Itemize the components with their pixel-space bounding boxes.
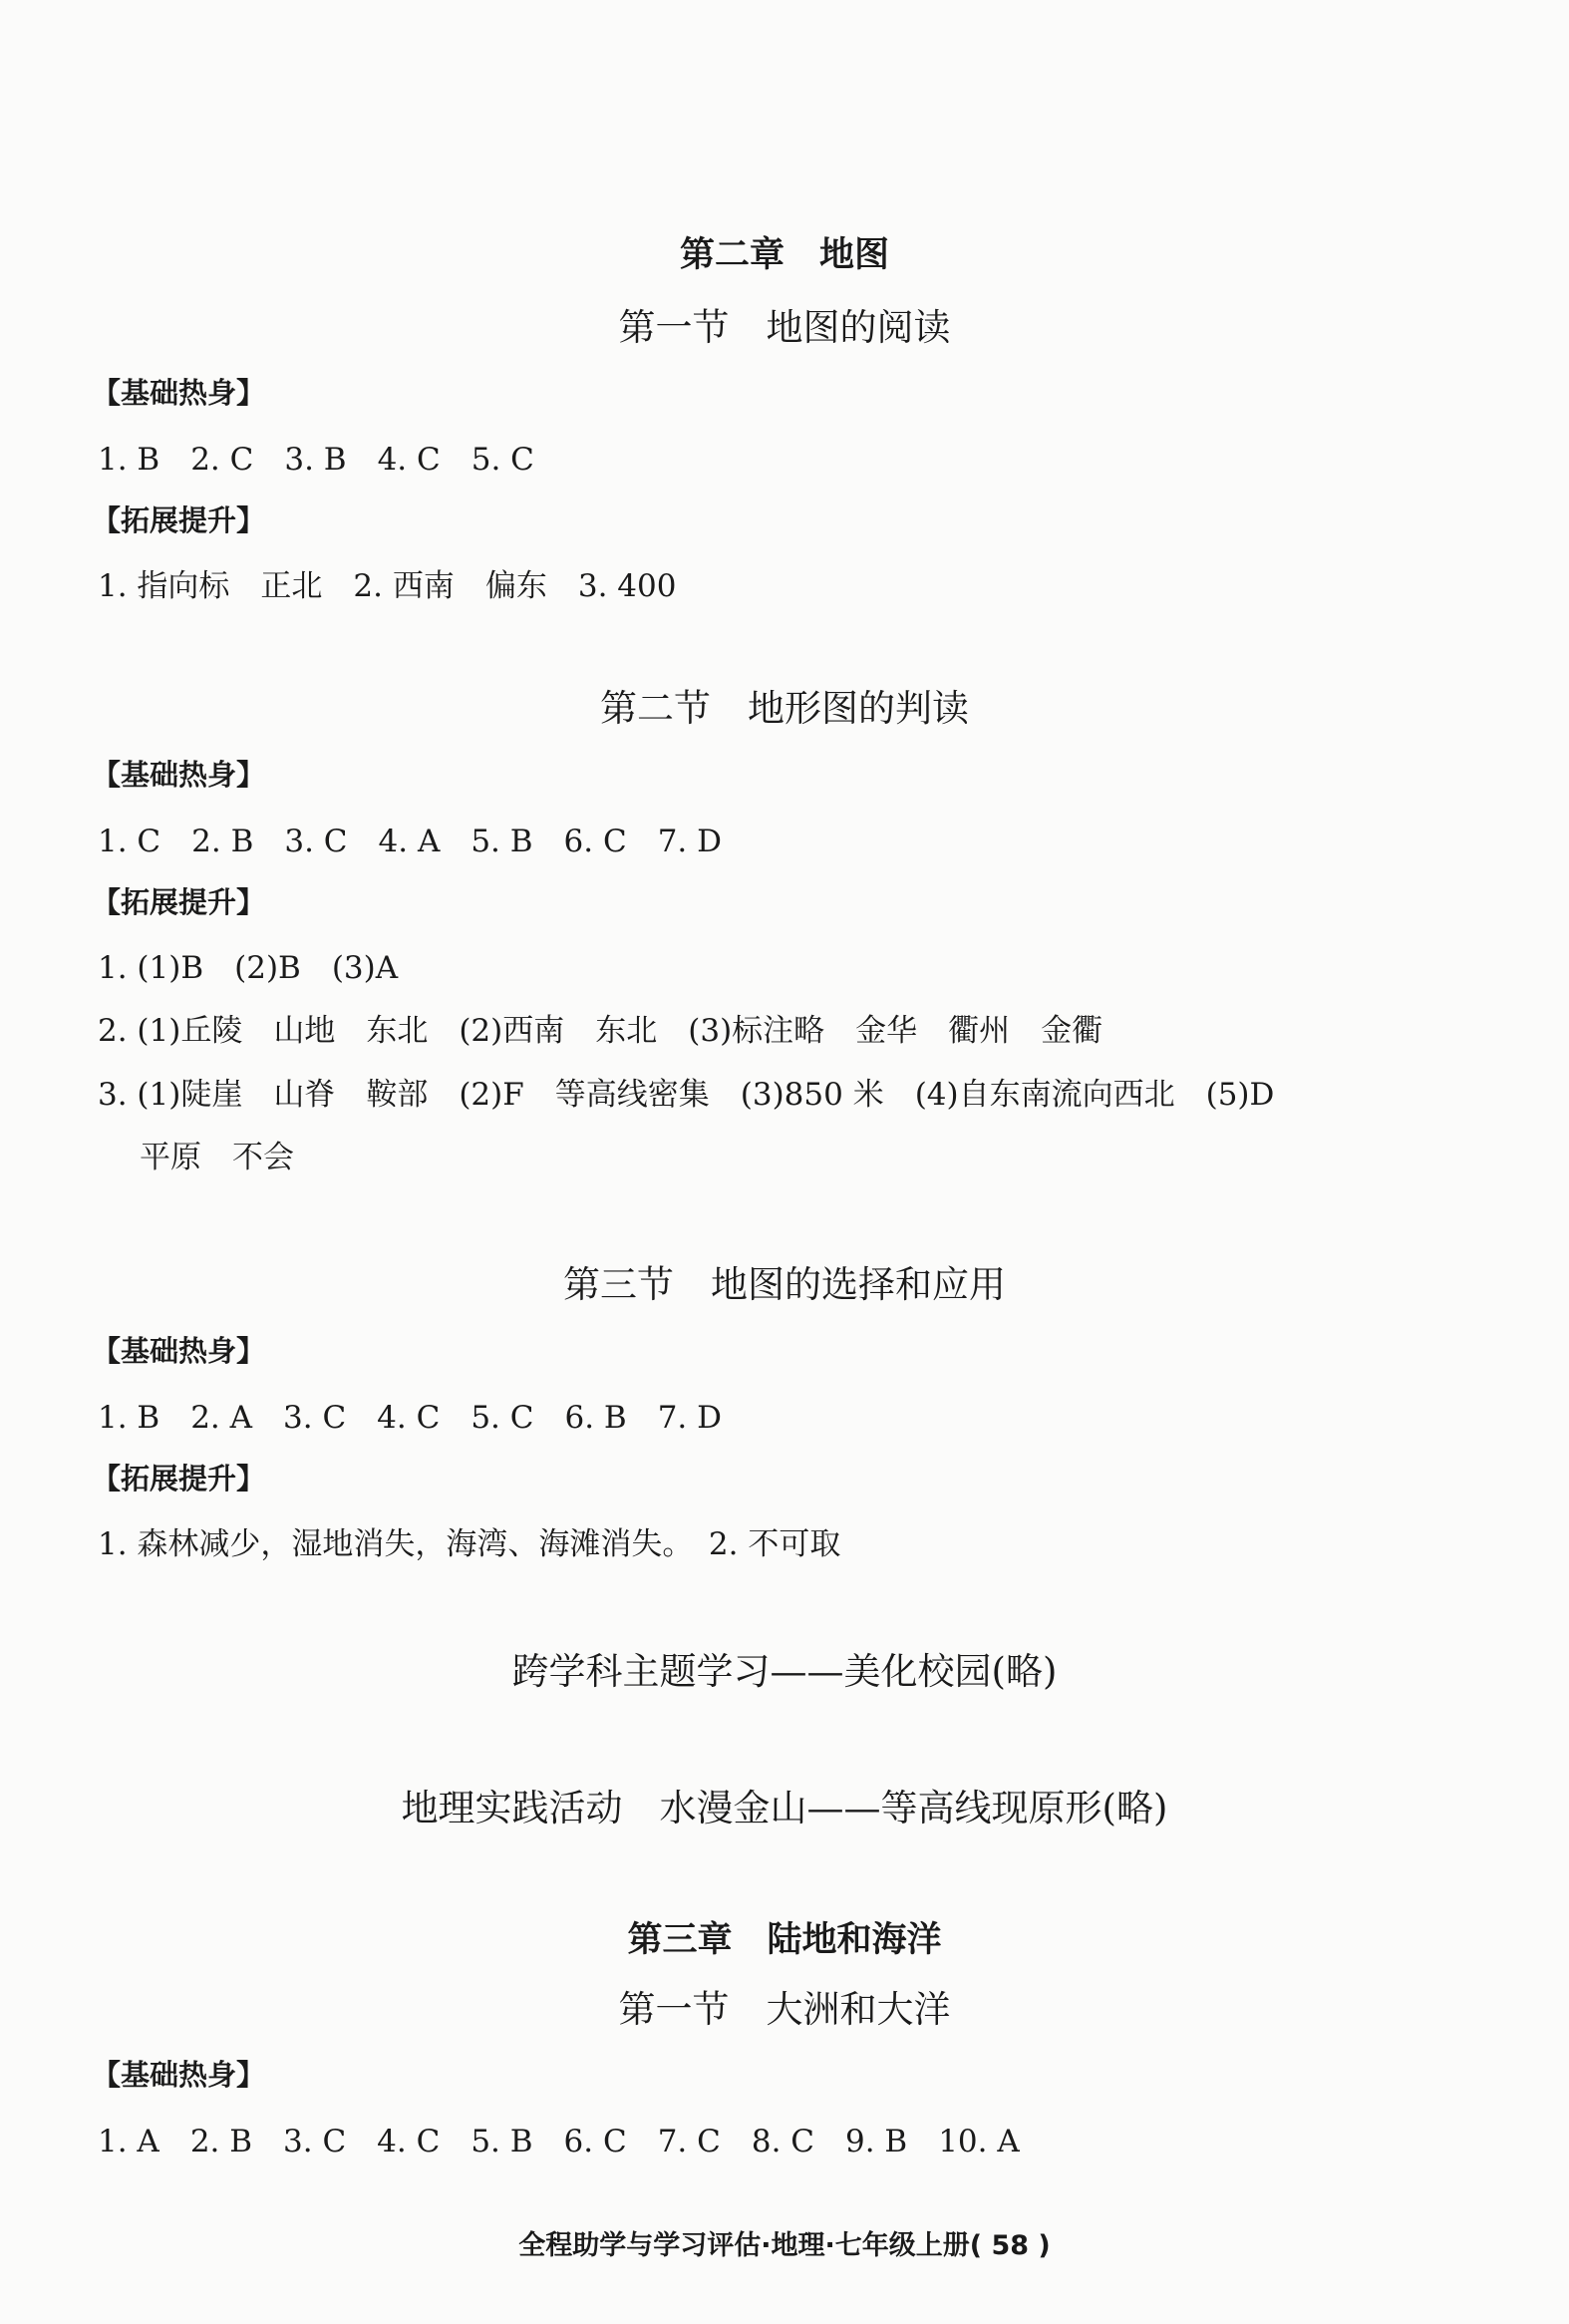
- section-2-3-ext-answers: 1. 森林减少，湿地消失，海湾、海滩消失。 2. 不可取: [98, 1526, 841, 1562]
- chapter-3-title: 第三章 陆地和海洋: [627, 1920, 942, 1960]
- section-2-2-ext-line-2: 2. (1)丘陵 山地 东北 (2)西南 东北 (3)标注略 金华 衢州 金衢: [98, 1013, 1103, 1049]
- section-2-2-ext-line-1: 1. (1)B (2)B (3)A: [98, 950, 399, 986]
- section-2-1-basic-label: 【基础热身】: [92, 376, 266, 410]
- section-2-3-basic-label: 【基础热身】: [92, 1334, 266, 1368]
- practice-activity-title: 地理实践活动 水漫金山——等高线现原形(略): [401, 1787, 1168, 1829]
- section-2-2-ext-label: 【拓展提升】: [92, 885, 266, 919]
- section-3-1-basic-label: 【基础热身】: [92, 2058, 266, 2092]
- section-2-3-ext-label: 【拓展提升】: [92, 1462, 266, 1495]
- section-2-2-title: 第二节 地形图的判读: [600, 687, 969, 730]
- section-2-1-title: 第一节 地图的阅读: [618, 306, 951, 349]
- chapter-2-title: 第二章 地图: [679, 235, 889, 275]
- section-2-2-ext-line-4: 平原 不会: [140, 1140, 294, 1175]
- section-2-1-ext-label: 【拓展提升】: [92, 503, 266, 537]
- section-2-3-basic-answers: 1. B 2. A 3. C 4. C 5. C 6. B 7. D: [98, 1400, 722, 1436]
- section-2-2-basic-answers: 1. C 2. B 3. C 4. A 5. B 6. C 7. D: [98, 824, 722, 859]
- section-2-1-ext-answers: 1. 指向标 正北 2. 西南 偏东 3. 400: [98, 568, 677, 604]
- section-2-2-ext-line-3: 3. (1)陡崖 山脊 鞍部 (2)F 等高线密集 (3)850 米 (4)自东南流向西北 (5)D: [98, 1077, 1275, 1113]
- section-3-1-basic-answers: 1. A 2. B 3. C 4. C 5. B 6. C 7. C 8. C 9. B 10. A: [98, 2124, 1020, 2159]
- section-2-1-basic-answers: 1. B 2. C 3. B 4. C 5. C: [98, 442, 534, 478]
- page-footer: 全程助学与学习评估·地理·七年级上册( 58 ): [518, 2230, 1051, 2261]
- section-2-2-basic-label: 【基础热身】: [92, 758, 266, 792]
- cross-subject-title: 跨学科主题学习——美化校园(略): [511, 1650, 1058, 1693]
- section-2-3-title: 第三节 地图的选择和应用: [563, 1263, 1006, 1306]
- section-3-1-title: 第一节 大洲和大洋: [618, 1988, 951, 2031]
